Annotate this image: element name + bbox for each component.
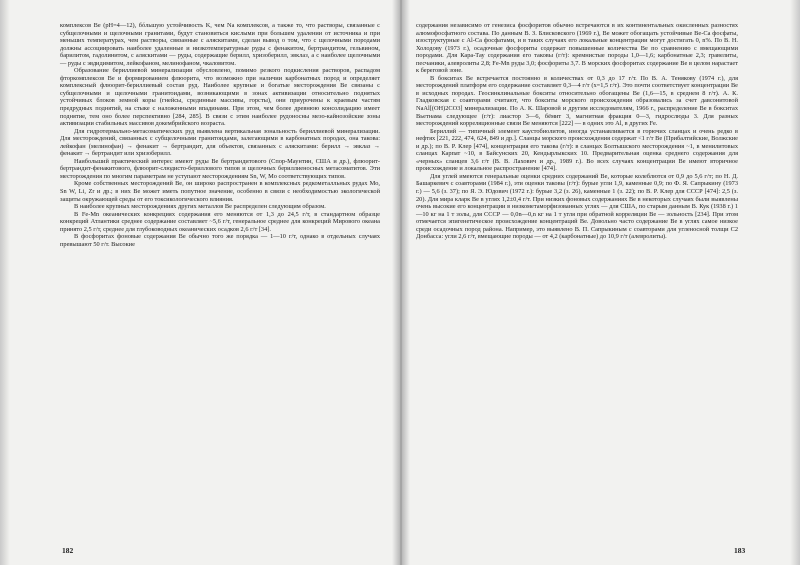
right-page <box>400 0 800 565</box>
paragraph: комплексов Be (pH=4—12), бóльшую устойчивость K, чем Na комплексов, а также то, что растворы, связанные с субщелочными и щелочными гранитами, будут становиться кислыми при большем удалении от источника и при меньших температурах, чем растворы, связанные с аляскитами, сделан вывод о том, что с щелочными породами должны ассоциировать наиболее удаленные и низкотемпературные руды с фенакитом, бертрандитом, гельвином, барилитом, гадолинитом, с аляскитами — руды, содержащие берилл, хризоберилл, эвклаз, а с наиболее щелочными — руды с эвдидимитом, лейкофаном, мелинофаном, чкаловитом. <box>60 22 380 67</box>
paragraph: В наиболее крупных месторождениях других металлов Be распределен следующим образом. <box>74 203 326 211</box>
left-page <box>0 0 398 565</box>
paragraph: Наибольший практический интерес имеют руды Be бертрандитового (Спор-Маунтин, США и др.), флюорит-бертрандит-фенакитового, флюорит-слюдисто-бериллового типов и щелочных бериллиеносных метасоматитов. Эти месторождения по многим параметрам не уступают месторождениям Sn, W, Mo соответствующих типов. <box>60 157 380 180</box>
paragraph: Бериллий — типичный элемент каустобиолитов, иногда устанавливается в горючих сланцах и очень редко в нефтях [221, 222, 474, 624, 849 и др.]. Сланцы морского происхождения содержат <1 г/т Be (Прибалтийские, Волжские и др.); по В. Р. Клер [474], концентрация его такова (г/т): в сланцах Болтышского месторождения ~1, в менилитовых сланцах Карпат ~10, в Байсунских 20, Кендырлыкских 10. Предварительная оценка среднего содержания для «черных» сланцев 3,6 г/т (В. В. Лахович и др., 1989 г.). Во всех случаях концентрации Be имеют вторичное происхождение и локальное распространение [474]. <box>416 127 738 173</box>
paragraph: Для углей имеются генеральные оценки средних содержаний Be, которые колеблются от 0,9 до 5,6 г/т; по Н. Д. Башаркевич с соавторами (1984 г.), эти оценки таковы (г/т): бурые угли 1,9, каменные 0,9; по Ф. Я. Сапрыкину (1973 г.) — 5,6 (з. 37); по Я. Э. Юдович (1972 г.): бурые 3,2 (з. 26), каменные 1 (з. 22); по В. Р. Клер для СССР [474]: 2,5 (з. 20). Для мира кларк Be в углях 1,2±0,4 г/т. При низких фоновых содержаниях Be в некоторых случаях были выявлены очень высокие его концентрации в низкометаморфизованных углях — для США, по старым данным В. Кук (1938 г.) 1—10 кг на 1 т золы, для СССР — 0,0n—0,n кг на 1 т угля при обратной корреляции Be — зольность [234]. При этом отмечается эпигенетическое происхождение концентраций Be. Довольно часто содержание Be в углях самое низкое среди осадочных пород района. Например, это выявлено В. П. Сапрыкиным с соавторами для угленосной толщи C2 Донбасса: угли 2,6 г/т, вмещающие породы — от 4,2 (карбонатные) до 10,9 г/т (алевролиты). <box>416 172 738 241</box>
page-number: 183 <box>734 546 746 555</box>
right-text-column <box>416 22 738 241</box>
page-number: 182 <box>62 546 74 555</box>
paragraph: Для гидротермально-метасоматических руд выявлена вертикальная зональность бериллиевой минерализации. Для месторождений, связанных с субщелочными гранитоидами, залегающими в карбонатных породах, она такова: лейкофан (мелинофан) → фенакит → бертрандит, для объектов, связанных с аляскитами: берилл → эвклаз → фенакит → бертрандит или хризоберилл. <box>60 127 380 158</box>
book-gutter <box>392 0 410 565</box>
paragraph: содержания независимо от генезиса фосфоритов обычно встречаются в их континентальных окисленных разностях алюмофосфатного состава. По данным В. З. Блисковского (1969 г.), Be может обогащать устойчивые Be-Ca фосфаты, изоструктурные с Al-Ca фосфатами, и в таких случаях его локальные концентрации могут достигать 0, n%. По В. Н. Холодову (1973 г.), осадочные фосфориты содержат повышенные количества Be по сравнению с вмещающими породами. Для Кара-Тау содержания его таковы (г/т): кремнистые породы 1,0—1,6; карбонатные 2,3; гравелиты, песчаники, алевролиты 2,8; Fe-Mn руды 3,0; фосфориты 3,7. В морских фосфоритах содержание Be в целом нарастает к береговой зоне. <box>416 22 738 75</box>
paragraph: Образование бериллиевой минерализации обусловлено, помимо резкого подкисления растворов, распадом фторкомплексов Be и формированием флюорита, что возможно при наличии карбонатных пород и определяет комплексный флюорит-бериллиевый состав руд. Наиболее крупные и богатые месторождения Be связаны с субщелочными и щелочными гранитоидами, возникающими в зонах активизации относительно поднятых устойчивых блоков земной коры (гнейсы, срединные массивы, горсты), они приурочены к краевым частям предрудных поднятий, на стыке с наложенными впадинами. При этом, чем более древнюю консолидацию имеет поднятие, тем оно более перспективно [284, 285]. В связи с этим наиболее рудоносны мезо-кайнозойские зоны активизации стабильных массивов докембрийского возраста. <box>60 67 380 128</box>
paragraph: В Fe-Mn океанических конкрециях содержания его меняются от 1,3 до 24,5 г/т, в стандартном образце конкреций Атлантики среднее содержание составляет ~5,6 г/т, генеральное среднее для конкреций Мирового океана принято 2,5 г/т, среднее для глубоководных океанических осадков 2,6 г/т [34]. <box>60 210 380 233</box>
left-text-column <box>60 22 380 248</box>
paragraph: Кроме собственных месторождений Be, он широко распространен в комплексных редкометалльных рудах Mo, Sn W, Li, Zr и др.; в них Be может иметь попутное значение, особенно в связи с необходимостью экологической защиты окружающей среды от его токсикологического влияния. <box>60 180 380 203</box>
paragraph: В фосфоритах фоновые содержания Be обычно того же порядка — 1—10 г/т, однако в отдельных случаях превышают 50 г/т. Высокие <box>60 233 380 248</box>
page-edge-shadow <box>790 0 800 565</box>
page-edge-shadow <box>0 0 10 565</box>
paragraph: В бокситах Be встречается постоянно в количествах от 0,3 до 17 г/т. По В. А. Тенякову (1974 г.), для месторождений платформ его содержание составляет 0,3—4 г/т (x=1,5 г/т). Это почти соответствует концентрации Be в исходных породах. Геосинклинальные бокситы относительно обогащены Be (1,6—15, в среднем 8 г/т). А. К. Гладковская с соавторами считают, что бокситы морского происхождения образовались за счет давсонитовой NaAl[(OH)2CO3] минерализации. По А. К. Шаровой и другим исследователям, 1966 г., распределение Be в бокситах Вьетнама следующее (г/т): лиастор 3—6, бёмит 3, магнитная фракция 0—3, гидрослюды 3. Для разных месторождений корреляционные связи Be меняются [222] — в одних это Al, в других Fe. <box>416 74 738 128</box>
